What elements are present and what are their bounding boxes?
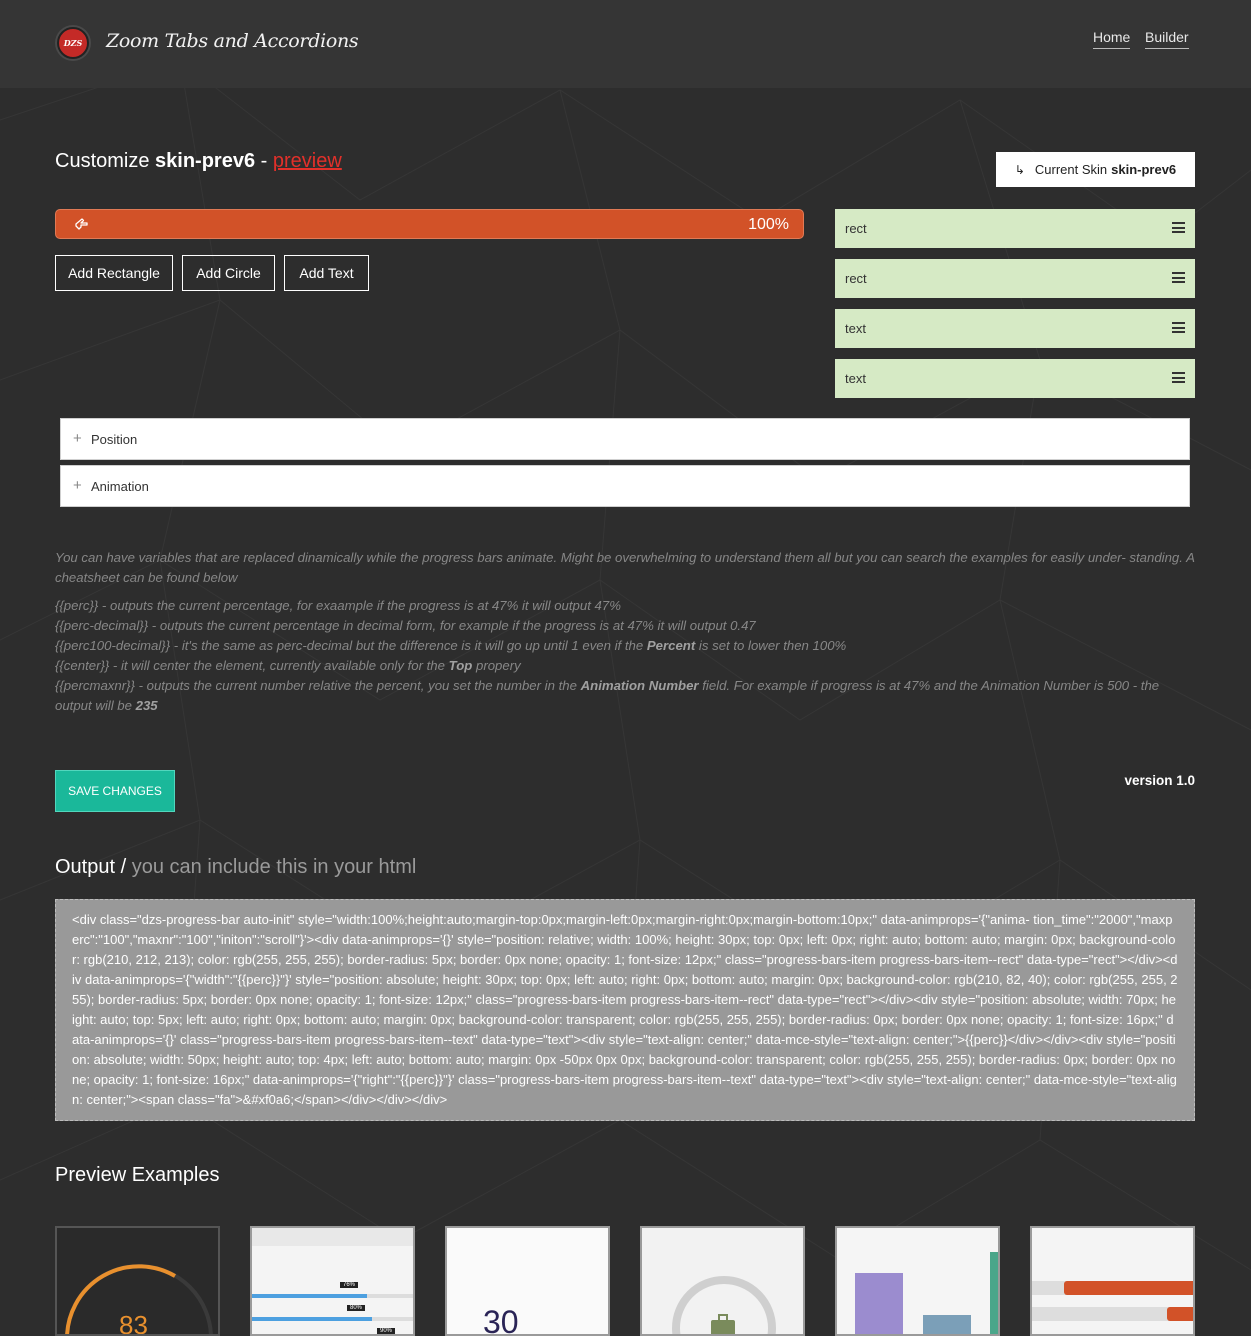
- drag-handle-icon[interactable]: [1172, 322, 1185, 333]
- logo-badge-text: DZS: [63, 38, 83, 48]
- cheatsheet-perc-decimal: {{perc-decimal}} - outputs the current percentage in decimal form, for example if the progress is at 47% it will output 0.47: [55, 618, 756, 633]
- cheatsheet-percmaxnr: {{percmaxnr}} - outputs the current number relative the percent, you set the number in the Animation Number field. For example if progress is at 47% and the Animation Number is 500 - the output will be 235: [55, 678, 1160, 713]
- progress-percentage: 100%: [748, 216, 789, 233]
- nav-builder-link[interactable]: Builder: [1145, 29, 1189, 49]
- version-label: version 1.0: [1124, 773, 1195, 788]
- layer-item[interactable]: [835, 259, 1195, 298]
- layer-label: text: [845, 371, 866, 386]
- drag-handle-icon[interactable]: [1172, 272, 1185, 283]
- thumb-label: 80%: [347, 1305, 365, 1311]
- preview-example-thumb[interactable]: [835, 1226, 1000, 1336]
- drag-handle-icon[interactable]: [1172, 372, 1185, 383]
- save-changes-button[interactable]: SAVE CHANGES: [55, 770, 175, 812]
- output-title-main: Output /: [55, 856, 132, 878]
- layer-item[interactable]: [835, 359, 1195, 398]
- thumb-label: 76%: [340, 1282, 358, 1288]
- output-subtitle: you can include this in your html: [131, 856, 417, 878]
- preview-example-thumb[interactable]: [55, 1226, 220, 1336]
- cheatsheet-center: {{center}} - it will center the element, currently available only for the Top propery: [55, 658, 521, 673]
- preview-example-thumb[interactable]: [640, 1226, 805, 1336]
- plus-icon: +: [73, 430, 82, 447]
- preview-examples-title: Preview Examples: [55, 1164, 220, 1186]
- preview-example-thumb[interactable]: [445, 1226, 610, 1336]
- current-skin-label: Current Skin: [1034, 162, 1108, 177]
- drag-handle-icon[interactable]: [1172, 222, 1185, 233]
- output-title: [55, 856, 416, 879]
- hand-pointer-icon: [73, 216, 89, 232]
- top-header: [0, 0, 1251, 88]
- title-separator: -: [255, 150, 273, 172]
- cheatsheet-perc100-decimal: {{perc100-decimal}} - it's the same as perc-decimal but the difference is it will go up until 1 even if the Percent is set to lower then 100%: [55, 638, 847, 653]
- accordion-position[interactable]: [60, 418, 1190, 460]
- add-circle-button[interactable]: Add Circle: [182, 255, 275, 291]
- current-skin-button[interactable]: [996, 152, 1195, 187]
- add-rectangle-button[interactable]: Add Rectangle: [55, 255, 173, 291]
- current-skin-value: skin-prev6: [1111, 162, 1177, 177]
- thumb-value: 30: [483, 1304, 519, 1336]
- progress-bar-preview: [55, 209, 804, 239]
- cheatsheet-intro: You can have variables that are replaced dinamically while the progress bars animate. Might be overwhelming to understand them all but you can search the examples for easily under- standing. A cheatsheet can be found below: [55, 550, 1195, 585]
- accordion-label: Animation: [91, 479, 149, 494]
- cheatsheet-perc: {{perc}} - outputs the current percentage, for exaample if the progress is at 47% it will output 47%: [55, 598, 621, 613]
- plus-icon: +: [73, 477, 82, 494]
- return-arrow-icon: ↳: [1014, 162, 1025, 177]
- skin-name: skin-prev6: [155, 150, 256, 172]
- add-text-button[interactable]: Add Text: [284, 255, 369, 291]
- nav-home-link[interactable]: Home: [1093, 29, 1130, 49]
- logo-badge[interactable]: [57, 27, 89, 59]
- briefcase-icon: [709, 1314, 737, 1336]
- preview-example-thumb[interactable]: [1030, 1226, 1195, 1336]
- preview-link[interactable]: preview: [272, 150, 342, 172]
- layer-label: rect: [845, 221, 867, 236]
- preview-example-thumb[interactable]: [250, 1226, 415, 1336]
- accordion-animation[interactable]: [60, 465, 1190, 507]
- variables-cheatsheet: [55, 548, 1195, 716]
- output-code[interactable]: <div class="dzs-progress-bar auto-init" style="width:100%;height:auto;margin-top:0px;margin-left:0px;margin-right:0px;margin-bottom:10px;" data-animprops='{"anima- tion_time":"2000","maxperc":"100","maxnr":"100","initon":"scroll"}'><div data-animprops='{}' style="position: relative; width: 100%; height: 30px; top: 0px; left: 0px; right: auto; bottom: auto; margin: 0px; background-color: rgb(210, 212, 213); color: rgb(255, 255, 255); border-radius: 5px; border: 0px none; opacity: 1; font-size: 12px;" class="progress-bars-item progress-bars-item--rect" data-type="rect"></div><div data-animprops='{"width":"{{perc}}"}' style="position: absolute; height: 30px; top: 0px; left: auto; right: 0px; bottom: auto; margin: 0px; background-color: rgb(210, 82, 40); color: rgb(255, 255, 255); border-radius: 5px; border: 0px none; opacity: 1; font-size: 12px;" class="progress-bars-item progress-bars-item--rect" data-type="rect"></div><div style="position: absolute; width: 70px; height: auto; top: 5px; left: auto; right: 0px; bottom: auto; margin: 0px; background-color: transparent; color: rgb(255, 255, 255); border-radius: 0px; border: 0px none; opacity: 1; font-size: 16px;" data-animprops='{}' class="progress-bars-item progress-bars-item--text" data-type="text"><div style="text-align: center;" data-mce-style="text-align: center;">{{perc}}</div></div><div style="position: absolute; width: 50px; height: auto; top: 4px; left: auto; bottom: auto; margin: 0px -50px 0px 0px; background-color: transparent; color: rgb(255, 255, 255); border-radius: 0px; border: 0px none; opacity: 1; font-size: 16px;" data-animprops='{"right":"{{perc}}"}' class="progress-bars-item progress-bars-item--text" data-type="text"><div style="text-align: center;" data-mce-style="text-align: center;"><span class="fa">&#xf0a6;</span></div></div></div>: [55, 899, 1195, 1121]
- thumb-value: 83: [119, 1310, 148, 1336]
- page-title-prefix: Customize: [55, 150, 156, 172]
- site-title[interactable]: Zoom Tabs and Accordions: [106, 30, 359, 52]
- layer-item[interactable]: [835, 209, 1195, 248]
- accordion-label: Position: [91, 432, 138, 447]
- layer-label: text: [845, 321, 866, 336]
- page-title: [55, 150, 342, 173]
- layer-item[interactable]: [835, 309, 1195, 348]
- layer-label: rect: [845, 271, 867, 286]
- thumb-label: 90%: [377, 1328, 395, 1334]
